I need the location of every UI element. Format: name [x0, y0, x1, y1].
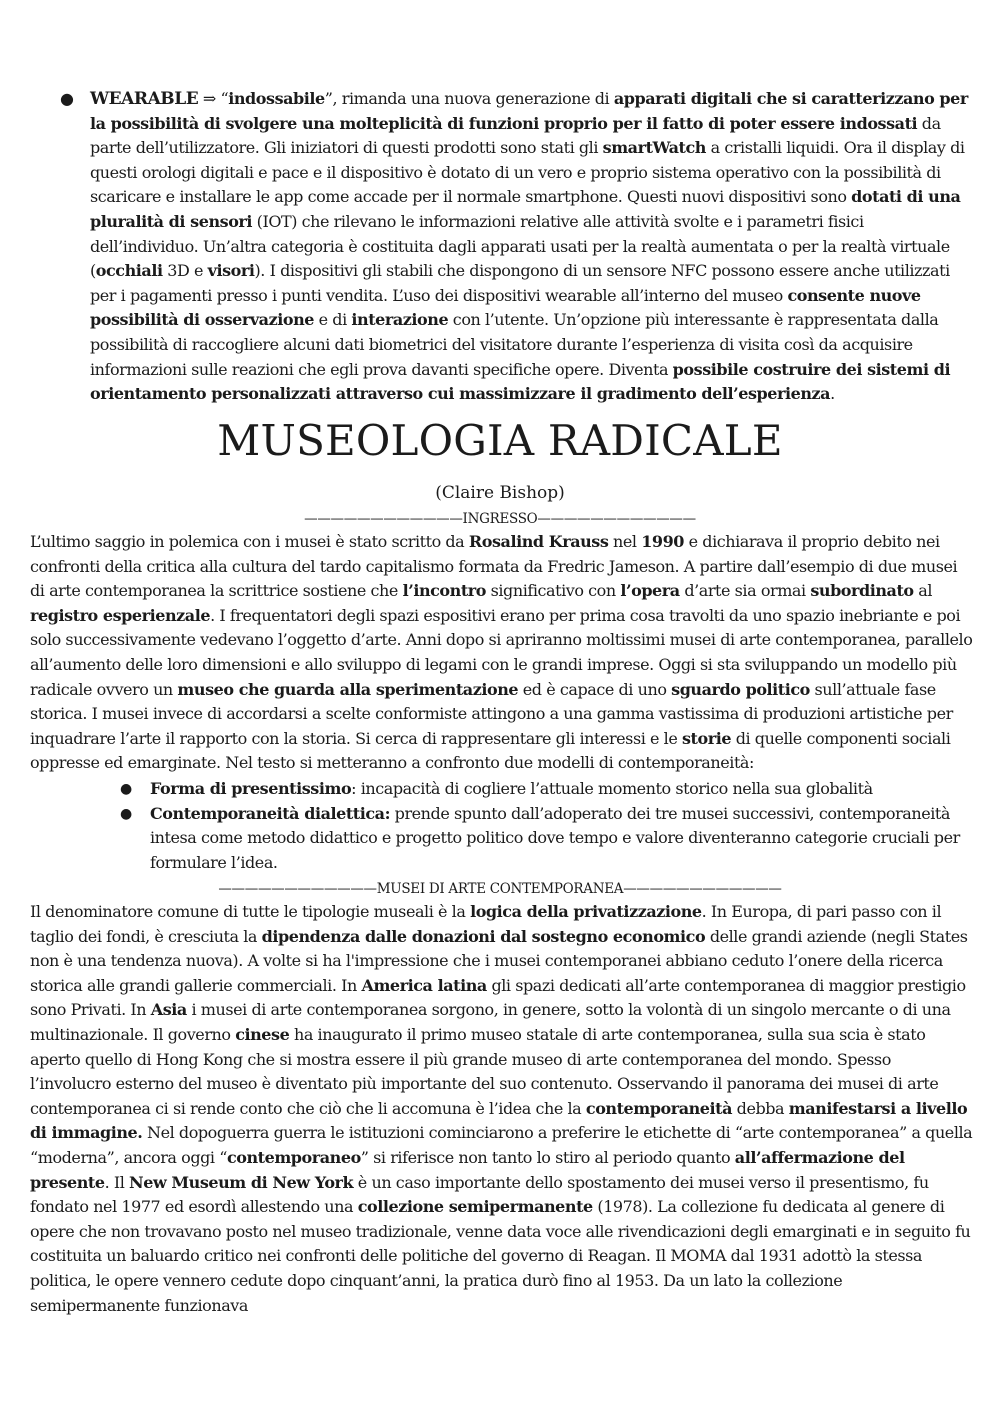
arrow-symbol: ⇒	[202, 89, 216, 108]
list-item: ● Contemporaneità dialettica: prende spunto dall’adoperato dei tre musei successivi, contemporaneità intesa come metodo didattico e progetto politico dove tempo e valore diventeranno categorie cruciali per formulare l’idea.	[120, 803, 960, 872]
musei-section	[30, 900, 975, 1318]
wearable-term: WEARABLE	[90, 89, 199, 109]
contemporaneity-models-list	[120, 777, 975, 875]
section-separator-ingresso: ————————————INGRESSO————————————	[304, 511, 696, 527]
page-title: MUSEOLOGIA RADICALE	[217, 416, 783, 465]
musei-paragraph: Il denominatore comune di tutte le tipologie museali è la logica della privatizzazione. In Europa, di pari passo con il taglio dei fondi, è cresciuta la dipendenza dalle donazioni dal sostegno economico delle grandi aziende (negli States non è una tendenza nuova). A volte si ha l'impressione che i musei contemporanei abbiano ceduto l’onere della ricerca storica alle grandi gallerie commerciali. In America latina gli spazi dedicati all’arte contemporanea di maggior prestigio sono Privati. In Asia i musei di arte contemporanea sorgono, in genere, sotto la volontà di un singolo mercante o di una multinazionale. Il governo cinese ha inaugurato il primo museo statale di arte contemporanea, sulla sua scia è stato aperto quello di Hong Kong che si mostra essere il più grande museo di arte contemporanea del mondo. Spesso l’involucro esterno del museo è diventato più importante del suo contenuto. Osservando il panorama dei musei di arte contemporanea ci si rende conto che ciò che li accomuna è l’idea che la contemporaneità debba manifestarsi a livello di immagine. Nel dopoguerra guerra le istituzioni cominciarono a preferire le etichette di “arte contemporanea” a quella “moderna”, ancora oggi “contemporaneo” si riferisce non tanto lo stiro al periodo quanto all’affermazione del presente. Il New Museum di New York è un caso importante dello spostamento dei musei verso il presentismo, fu fondato nel 1977 ed esordì allestendo una collezione semipermanente (1978). La collezione fu dedicata al genere di opere che non trovavano posto nel museo tradizionale, venne data voce alle rivendicazioni degli emarginati e in seguito fu costituita un baluardo critico nei confronti delle politiche del governo di Reagan. Il MOMA dal 1931 adottò la stessa politica, le opere vennero cedute dopo cinquant’anni, la pratica durò fino al 1953. Da un lato la collezione semipermanente funzionava	[30, 902, 973, 1315]
section-separator-musei: ————————————MUSEI DI ARTE CONTEMPORANEA————————————	[218, 881, 782, 897]
bullet-marker: ●	[60, 89, 74, 108]
list-item: ● Forma di presentissimo: incapacità di cogliere l’attuale momento storico nella sua globalità	[120, 777, 975, 802]
bullet-marker: ●	[120, 781, 133, 797]
bullet-marker: ●	[120, 805, 133, 822]
author-line: (Claire Bishop)	[435, 483, 565, 503]
ingresso-paragraph: L’ultimo saggio in polemica con i musei è stato scritto da Rosalind Krauss nel 1990 e dichiarava il proprio debito nei confronti della critica alla cultura del tardo capitalismo formata da Fredric Jameson. A partire dall’esempio di due musei di arte contemporanea la scrittrice sostiene che l’incontro significativo con l’opera d’arte sia ormai subordinato al registro esperienzale. I frequentatori degli spazi espositivi erano per prima cosa travolti da uno spazio inebriante e poi solo successivamente vedevano l’oggetto d’arte. Anni dopo si apriranno moltissimi musei di arte contemporanea, parallelo all’aumento delle loro dimensioni e allo sviluppo di legami con le grandi imprese. Oggi si sta sviluppando un modello più radicale ovvero un museo che guarda alla sperimentazione ed è capace di uno sguardo politico sull’attuale fase storica. I musei invece di accordarsi a scelte conformiste attingono a una gamma vastissima di produzioni artistiche per inquadrare l’arte il rapporto con la storia. Si cerca di rappresentare gli interessi e le storie di quelle componenti sociali oppresse ed emarginate. Nel testo si metteranno a confronto due modelli di contemporaneità:	[30, 532, 973, 773]
wearable-paragraph: WEARABLE ⇒ “indossabile”, rimanda una nuova generazione di apparati digitali che si caratterizzano per la possibilità di svolgere una molteplicità di funzioni proprio per il fatto di poter essere indossati da parte dell’utilizzatore. Gli iniziatori di questi prodotti sono stati gli smartWatch a cristalli liquidi. Ora il display di questi orologi digitali e pace e il dispositivo è dotato di un vero e proprio sistema operativo con la possibilità di scaricare e installare le app come accade per il normale smartphone. Questi nuovi dispositivi sono dotati di una pluralità di sensori (IOT) che rilevano le informazioni relative alle attività svolte e i parametri fisici dell’individuo. Un’altra categoria è costituita dagli apparati usati per la realtà aumentata o per la realtà virtuale (occhiali 3D e visori). I dispositivi gli stabili che dispongono di un sensore NFC possono essere anche utilizzati per i pagamenti presso i punti vendita. L’uso dei dispositivi wearable all’interno del museo consente nuove possibilità di osservazione e di interazione con l’utente. Un’opzione più interessante è rappresentata dalla possibilità di raccogliere alcuni dati biometrici del visitatore durante l’esperienza di visita così da acquisire informazioni sulle reazioni che egli prova davanti specifiche opere. Diventa possibile costruire dei sistemi di orientamento personalizzati attraverso cui massimizzare il gradimento dell’esperienza.	[90, 89, 968, 404]
wearable-bullet-item	[60, 87, 970, 407]
ingresso-section	[30, 530, 975, 776]
